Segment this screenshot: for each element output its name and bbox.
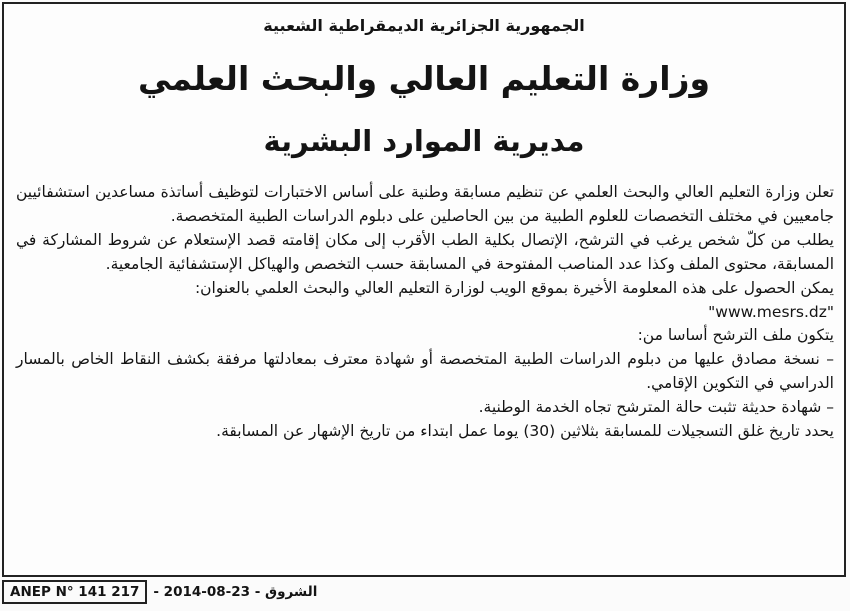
website-url: "www.mesrs.dz" — [708, 302, 834, 321]
publication-info — [153, 584, 317, 600]
website-intro: يمكن الحصول على هذه المعلومة الأخيرة بموقع الويب لوزارة التعليم العالي والبحث العلمي بالعنوان: — [194, 278, 834, 297]
announcement-body — [16, 181, 834, 444]
announcement-notice — [2, 2, 846, 577]
file-item-national-service: – شهادة حديثة تثبت حالة المترشح تجاه الخدمة الوطنية. — [478, 398, 834, 417]
file-intro: يتكون ملف الترشح أساسا من: — [637, 326, 834, 345]
publication-footer — [2, 578, 846, 606]
directorate-title: مديرية الموارد البشرية — [263, 124, 585, 158]
newspaper-name: الشروق — [265, 584, 318, 600]
intro-paragraph: تعلن وزارة التعليم العالي والبحث العلمي عن تنظيم مسابقة وطنية على أساس الاختبارات لتوظيف أساتذة مساعدين استشفائيين جامعيين في مختلف التخصصات للعلوم الطبية من بين الحاصلين على دبلوم الدراسات الطبية المتخصصة. — [16, 183, 834, 225]
ministry-title: وزارة التعليم العالي والبحث العلمي — [137, 59, 711, 98]
republic-heading: الجمهورية الجزائرية الديمقراطية الشعبية — [263, 16, 585, 35]
file-item-diploma: – نسخة مصادق عليها من دبلوم الدراسات الطبية المتخصصة أو شهادة معترف بمعادلتها مرفقة بكشف النقاط الخاص بالمسار الدراسي في التكوين الإقامي. — [16, 350, 834, 393]
inquiry-paragraph: يطلب من كلّ شخص يرغب في الترشح، الإتصال بكلية الطب الأقرب إلى مكان إقامته قصد الإستعلام عن شروط المشاركة في المسابقة، محتوى الملف وكذا عدد المناصب المفتوحة في المسابقة حسب التخصص والهياكل الإستشفائية الجامعية. — [16, 230, 834, 273]
anep-reference: ANEP N° 141 217 — [2, 580, 147, 604]
closing-paragraph: يحدد تاريخ غلق التسجيلات للمسابقة بثلاثين (30) يوما عمل ابتداء من تاريخ الإشهار عن المسابقة. — [216, 422, 834, 441]
publication-date: - 2014-08-23 - — [153, 584, 261, 600]
